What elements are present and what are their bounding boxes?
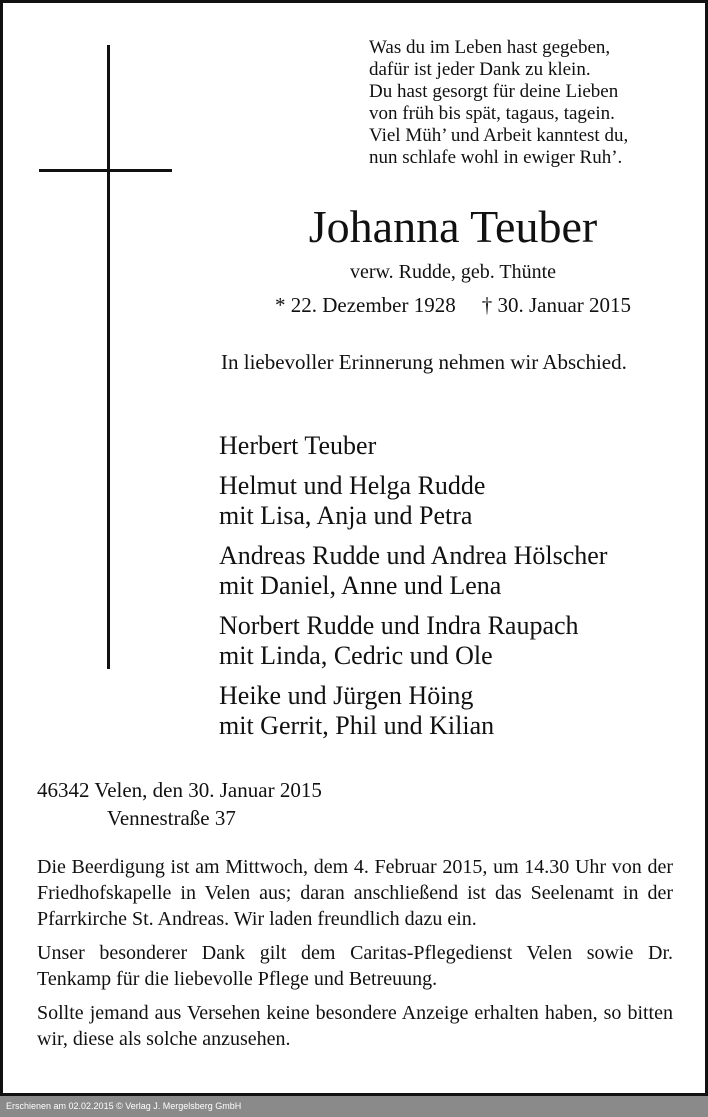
poem-line: nun schlafe wohl in ewiger Ruh’. (369, 147, 623, 168)
poem (369, 37, 628, 169)
poem-line: Was du im Leben hast gegeben, (369, 37, 611, 58)
family-line: Heike und Jürgen Höing (219, 681, 474, 710)
publication-footer: Erschienen am 02.02.2015 © Verlag J. Mergelsberg GmbH (0, 1096, 708, 1117)
family-line: Herbert Teuber (219, 431, 377, 460)
family-line: mit Daniel, Anne und Lena (219, 571, 502, 600)
family-group (219, 611, 607, 671)
city-date: 46342 Velen, den 30. Januar 2015 (37, 778, 322, 802)
notice-paragraph: Sollte jemand aus Versehen keine besondere Anzeige erhalten haben, so bitten wir, diese als solche anzusehen. (37, 1002, 673, 1050)
poem-line: von früh bis spät, tagaus, tagein. (369, 103, 615, 124)
notice-paragraph: Unser besonderer Dank gilt dem Caritas-Pflegedienst Velen sowie Dr. Tenkamp für die liebevolle Pflege und Betreuung. (37, 942, 673, 990)
death-date: † 30. Januar 2015 (481, 293, 632, 317)
family-line: Andreas Rudde und Andrea Hölscher (219, 541, 608, 570)
family-group (219, 471, 607, 531)
life-dates (208, 290, 698, 320)
family-group (219, 541, 607, 601)
birth-date: * 22. Dezember 1928 (274, 293, 456, 317)
family-line: Helmut und Helga Rudde (219, 471, 486, 500)
family-group (219, 431, 607, 461)
farewell-text: In liebevoller Erinnerung nehmen wir Abschied. (221, 350, 627, 374)
funeral-notice (37, 854, 673, 1060)
family-list (219, 431, 607, 751)
notice-paragraph: Die Beerdigung ist am Mittwoch, dem 4. Februar 2015, um 14.30 Uhr von der Friedhofskapelle in Velen aus; daran anschließend ist das Seelenamt in der Pfarrkirche St. Andreas. Wir laden freundlich dazu ein. (37, 856, 673, 930)
cross-icon-bar (39, 169, 172, 172)
deceased-name: Johanna Teuber (308, 201, 598, 252)
maiden-names: verw. Rudde, geb. Thünte (349, 261, 557, 283)
family-line: mit Linda, Cedric und Ole (219, 641, 493, 670)
family-line: Norbert Rudde und Indra Raupach (219, 611, 579, 640)
family-line: mit Gerrit, Phil und Kilian (219, 711, 495, 740)
poem-line: dafür ist jeder Dank zu klein. (369, 59, 591, 80)
place-and-date (37, 776, 322, 832)
poem-line: Du hast gesorgt für deine Lieben (369, 81, 619, 102)
family-line: mit Lisa, Anja und Petra (219, 501, 473, 530)
cross-icon (107, 45, 110, 669)
poem-line: Viel Müh’ und Arbeit kanntest du, (369, 125, 629, 146)
street-address: Vennestraße 37 (107, 806, 236, 830)
family-group (219, 681, 607, 741)
